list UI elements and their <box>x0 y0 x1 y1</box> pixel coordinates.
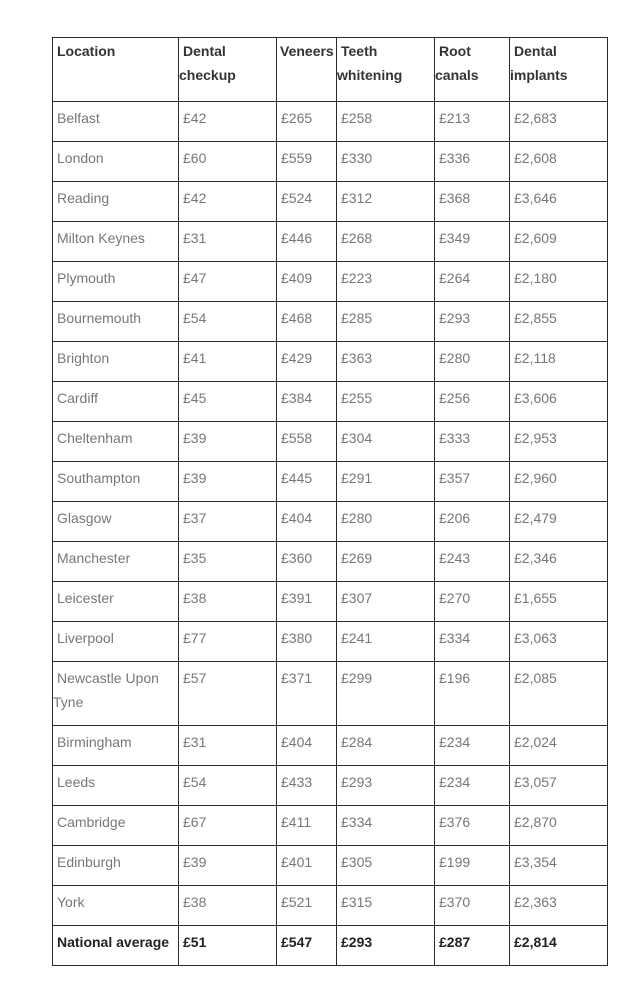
dental-implants-cell-text: £2,855 <box>514 310 557 326</box>
root-canals-cell <box>435 622 510 662</box>
dental-implants-cell <box>510 262 608 302</box>
location-cell-text: Birmingham <box>57 734 132 750</box>
dental-checkup-cell <box>179 422 277 462</box>
location-cell-text: Bournemouth <box>57 310 142 326</box>
teeth-whitening-cell-text: £304 <box>341 430 373 446</box>
root-canals-cell-text: £256 <box>439 390 471 406</box>
dental-implants-cell-text: £3,646 <box>514 190 557 206</box>
table-row <box>53 806 608 846</box>
teeth-whitening-cell-text: £269 <box>341 550 373 566</box>
veneers-cell-text: £404 <box>281 734 313 750</box>
dental-checkup-cell-text: £31 <box>183 230 207 246</box>
root-canals-cell <box>435 846 510 886</box>
root-canals-cell <box>435 182 510 222</box>
table-row <box>53 846 608 886</box>
root-canals-cell-text: £213 <box>439 110 471 126</box>
table-row <box>53 342 608 382</box>
table-row <box>53 142 608 182</box>
table-row <box>53 662 608 726</box>
dental-implants-cell-text: £2,024 <box>514 734 557 750</box>
root-canals-cell <box>435 806 510 846</box>
dental-checkup-cell <box>179 182 277 222</box>
location-cell <box>53 422 179 462</box>
teeth-whitening-cell <box>337 662 435 726</box>
dental-checkup-cell <box>179 766 277 806</box>
root-canals-cell-text: £336 <box>439 150 471 166</box>
teeth-whitening-cell <box>337 926 435 966</box>
teeth-whitening-cell <box>337 262 435 302</box>
dental-implants-cell <box>510 886 608 926</box>
veneers-cell <box>277 662 337 726</box>
veneers-cell <box>277 806 337 846</box>
header-dental-implants: Dental implants <box>510 38 608 102</box>
dental-implants-cell-text: £2,479 <box>514 510 557 526</box>
location-cell-text: Cheltenham <box>57 430 133 446</box>
dental-checkup-cell <box>179 582 277 622</box>
root-canals-cell <box>435 142 510 182</box>
root-canals-cell-text: £376 <box>439 814 471 830</box>
location-cell <box>53 382 179 422</box>
root-canals-cell <box>435 726 510 766</box>
root-canals-cell <box>435 766 510 806</box>
table-row <box>53 182 608 222</box>
dental-implants-cell-text: £2,363 <box>514 894 557 910</box>
dental-implants-cell <box>510 766 608 806</box>
teeth-whitening-cell-text: £312 <box>341 190 373 206</box>
dental-checkup-cell-text: £38 <box>183 590 207 606</box>
dental-checkup-cell-text: £37 <box>183 510 207 526</box>
teeth-whitening-cell <box>337 622 435 662</box>
dental-implants-cell <box>510 102 608 142</box>
table-body <box>53 102 608 966</box>
dental-checkup-cell <box>179 342 277 382</box>
root-canals-cell-text: £196 <box>439 670 471 686</box>
root-canals-cell <box>435 342 510 382</box>
dental-implants-cell <box>510 142 608 182</box>
teeth-whitening-cell <box>337 502 435 542</box>
location-cell-text: Newcastle Upon Tyne <box>53 670 159 710</box>
table-row <box>53 302 608 342</box>
dental-costs-table-container <box>52 37 607 966</box>
dental-implants-cell-text: £2,180 <box>514 270 557 286</box>
root-canals-cell-text: £264 <box>439 270 471 286</box>
root-canals-cell <box>435 382 510 422</box>
table-row <box>53 542 608 582</box>
veneers-cell <box>277 542 337 582</box>
dental-implants-cell-text: £3,606 <box>514 390 557 406</box>
teeth-whitening-cell-text: £315 <box>341 894 373 910</box>
table-row <box>53 382 608 422</box>
dental-implants-cell <box>510 926 608 966</box>
header-teeth-whitening: Teeth whitening <box>337 38 435 102</box>
root-canals-cell <box>435 926 510 966</box>
dental-checkup-cell <box>179 502 277 542</box>
veneers-cell <box>277 342 337 382</box>
teeth-whitening-cell-text: £330 <box>341 150 373 166</box>
teeth-whitening-cell <box>337 102 435 142</box>
root-canals-cell-text: £234 <box>439 734 471 750</box>
dental-implants-cell-text: £3,063 <box>514 630 557 646</box>
location-cell <box>53 102 179 142</box>
veneers-cell-text: £411 <box>281 814 312 830</box>
dental-implants-cell <box>510 806 608 846</box>
root-canals-cell-text: £287 <box>439 934 471 950</box>
teeth-whitening-cell-text: £241 <box>341 630 373 646</box>
root-canals-cell <box>435 302 510 342</box>
veneers-cell <box>277 502 337 542</box>
dental-implants-cell <box>510 542 608 582</box>
veneers-cell <box>277 846 337 886</box>
dental-implants-cell-text: £3,057 <box>514 774 557 790</box>
location-cell-text: National average <box>57 934 170 950</box>
dental-checkup-cell-text: £67 <box>183 814 207 830</box>
dental-implants-cell-text: £2,085 <box>514 670 557 686</box>
dental-implants-cell <box>510 846 608 886</box>
veneers-cell <box>277 462 337 502</box>
dental-implants-cell <box>510 726 608 766</box>
dental-implants-cell-text: £2,609 <box>514 230 557 246</box>
veneers-cell-text: £384 <box>281 390 313 406</box>
dental-checkup-cell <box>179 302 277 342</box>
dental-costs-table <box>52 37 608 966</box>
teeth-whitening-cell-text: £305 <box>341 854 373 870</box>
dental-checkup-cell-text: £60 <box>183 150 207 166</box>
dental-checkup-cell-text: £54 <box>183 774 207 790</box>
dental-checkup-cell <box>179 142 277 182</box>
table-row <box>53 726 608 766</box>
location-cell-text: Plymouth <box>57 270 116 286</box>
location-cell-text: Leicester <box>57 590 114 606</box>
veneers-cell-text: £445 <box>281 470 313 486</box>
header-root-canals: Root canals <box>435 38 510 102</box>
dental-checkup-cell-text: £54 <box>183 310 207 326</box>
dental-implants-cell <box>510 462 608 502</box>
root-canals-cell <box>435 886 510 926</box>
dental-checkup-cell <box>179 926 277 966</box>
veneers-cell <box>277 886 337 926</box>
teeth-whitening-cell-text: £363 <box>341 350 373 366</box>
root-canals-cell-text: £293 <box>439 310 471 326</box>
dental-checkup-cell-text: £51 <box>183 934 207 950</box>
root-canals-cell <box>435 502 510 542</box>
teeth-whitening-cell <box>337 462 435 502</box>
header-row <box>53 38 608 102</box>
dental-implants-cell <box>510 662 608 726</box>
dental-checkup-cell <box>179 846 277 886</box>
root-canals-cell-text: £334 <box>439 630 471 646</box>
dental-checkup-cell <box>179 382 277 422</box>
dental-checkup-cell <box>179 622 277 662</box>
dental-checkup-cell <box>179 262 277 302</box>
veneers-cell <box>277 422 337 462</box>
location-cell <box>53 542 179 582</box>
root-canals-cell-text: £370 <box>439 894 471 910</box>
dental-checkup-cell-text: £35 <box>183 550 207 566</box>
teeth-whitening-cell-text: £280 <box>341 510 373 526</box>
location-cell-text: London <box>57 150 104 166</box>
teeth-whitening-cell <box>337 422 435 462</box>
table-row <box>53 422 608 462</box>
dental-implants-cell-text: £2,953 <box>514 430 557 446</box>
dental-implants-cell <box>510 622 608 662</box>
dental-implants-cell <box>510 342 608 382</box>
root-canals-cell-text: £270 <box>439 590 471 606</box>
national-average-row <box>53 926 608 966</box>
dental-implants-cell <box>510 222 608 262</box>
table-row <box>53 462 608 502</box>
teeth-whitening-cell-text: £223 <box>341 270 373 286</box>
veneers-cell-text: £433 <box>281 774 313 790</box>
location-cell-text: Southampton <box>57 470 141 486</box>
root-canals-cell <box>435 582 510 622</box>
veneers-cell-text: £524 <box>281 190 313 206</box>
dental-implants-cell <box>510 182 608 222</box>
dental-checkup-cell <box>179 222 277 262</box>
veneers-cell <box>277 382 337 422</box>
header-veneers: Veneers <box>277 38 337 102</box>
teeth-whitening-cell <box>337 142 435 182</box>
location-cell <box>53 662 179 726</box>
teeth-whitening-cell-text: £258 <box>341 110 373 126</box>
veneers-cell-text: £559 <box>281 150 313 166</box>
dental-implants-cell <box>510 302 608 342</box>
teeth-whitening-cell-text: £293 <box>341 774 373 790</box>
root-canals-cell-text: £234 <box>439 774 471 790</box>
dental-checkup-cell-text: £41 <box>183 350 207 366</box>
veneers-cell-text: £446 <box>281 230 313 246</box>
dental-implants-cell-text: £2,870 <box>514 814 557 830</box>
dental-checkup-cell-text: £39 <box>183 854 207 870</box>
location-cell <box>53 926 179 966</box>
dental-implants-cell-text: £2,608 <box>514 150 557 166</box>
root-canals-cell <box>435 222 510 262</box>
dental-checkup-cell <box>179 806 277 846</box>
teeth-whitening-cell <box>337 582 435 622</box>
dental-checkup-cell <box>179 542 277 582</box>
header-dental-checkup: Dental checkup <box>179 38 277 102</box>
table-row <box>53 222 608 262</box>
veneers-cell-text: £429 <box>281 350 313 366</box>
veneers-cell-text: £391 <box>281 590 313 606</box>
location-cell-text: Reading <box>57 190 110 206</box>
location-cell <box>53 222 179 262</box>
location-cell-text: Brighton <box>57 350 110 366</box>
veneers-cell-text: £371 <box>281 670 313 686</box>
veneers-cell-text: £409 <box>281 270 313 286</box>
location-cell-text: Cambridge <box>57 814 126 830</box>
dental-checkup-cell <box>179 886 277 926</box>
location-cell <box>53 302 179 342</box>
table-row <box>53 502 608 542</box>
location-cell <box>53 342 179 382</box>
location-cell <box>53 502 179 542</box>
dental-implants-cell-text: £1,655 <box>514 590 557 606</box>
teeth-whitening-cell-text: £293 <box>341 934 373 950</box>
veneers-cell-text: £521 <box>281 894 313 910</box>
table-row <box>53 262 608 302</box>
veneers-cell <box>277 622 337 662</box>
dental-checkup-cell-text: £42 <box>183 190 207 206</box>
location-cell <box>53 886 179 926</box>
location-cell-text: Edinburgh <box>57 854 121 870</box>
teeth-whitening-cell <box>337 182 435 222</box>
teeth-whitening-cell <box>337 342 435 382</box>
veneers-cell <box>277 102 337 142</box>
dental-checkup-cell-text: £47 <box>183 270 207 286</box>
header-location: Location <box>53 38 179 102</box>
location-cell-text: Milton Keynes <box>57 230 145 246</box>
root-canals-cell-text: £368 <box>439 190 471 206</box>
veneers-cell-text: £404 <box>281 510 313 526</box>
teeth-whitening-cell-text: £291 <box>341 470 373 486</box>
location-cell <box>53 582 179 622</box>
location-cell-text: Belfast <box>57 110 100 126</box>
location-cell <box>53 846 179 886</box>
root-canals-cell <box>435 262 510 302</box>
location-cell <box>53 182 179 222</box>
root-canals-cell <box>435 422 510 462</box>
dental-checkup-cell <box>179 102 277 142</box>
teeth-whitening-cell-text: £255 <box>341 390 373 406</box>
veneers-cell <box>277 582 337 622</box>
dental-checkup-cell-text: £39 <box>183 430 207 446</box>
veneers-cell <box>277 926 337 966</box>
dental-checkup-cell-text: £39 <box>183 470 207 486</box>
dental-checkup-cell-text: £77 <box>183 630 207 646</box>
teeth-whitening-cell <box>337 382 435 422</box>
dental-checkup-cell-text: £31 <box>183 734 207 750</box>
location-cell-text: Leeds <box>57 774 96 790</box>
root-canals-cell-text: £349 <box>439 230 471 246</box>
dental-checkup-cell-text: £57 <box>183 670 207 686</box>
teeth-whitening-cell <box>337 222 435 262</box>
dental-checkup-cell-text: £42 <box>183 110 207 126</box>
teeth-whitening-cell <box>337 726 435 766</box>
teeth-whitening-cell <box>337 302 435 342</box>
dental-checkup-cell <box>179 462 277 502</box>
location-cell-text: Manchester <box>57 550 131 566</box>
location-cell <box>53 142 179 182</box>
veneers-cell <box>277 766 337 806</box>
dental-implants-cell-text: £2,683 <box>514 110 557 126</box>
teeth-whitening-cell-text: £307 <box>341 590 373 606</box>
teeth-whitening-cell <box>337 806 435 846</box>
veneers-cell-text: £380 <box>281 630 313 646</box>
veneers-cell-text: £360 <box>281 550 313 566</box>
teeth-whitening-cell-text: £268 <box>341 230 373 246</box>
root-canals-cell-text: £333 <box>439 430 471 446</box>
root-canals-cell-text: £357 <box>439 470 471 486</box>
teeth-whitening-cell <box>337 846 435 886</box>
veneers-cell-text: £401 <box>281 854 313 870</box>
dental-implants-cell-text: £2,346 <box>514 550 557 566</box>
veneers-cell-text: £547 <box>281 934 313 950</box>
location-cell <box>53 766 179 806</box>
root-canals-cell-text: £206 <box>439 510 471 526</box>
teeth-whitening-cell-text: £334 <box>341 814 373 830</box>
location-cell <box>53 806 179 846</box>
dental-implants-cell <box>510 582 608 622</box>
veneers-cell-text: £558 <box>281 430 313 446</box>
veneers-cell <box>277 222 337 262</box>
dental-implants-cell <box>510 502 608 542</box>
root-canals-cell <box>435 542 510 582</box>
teeth-whitening-cell-text: £299 <box>341 670 373 686</box>
root-canals-cell-text: £280 <box>439 350 471 366</box>
dental-implants-cell-text: £2,960 <box>514 470 557 486</box>
dental-checkup-cell <box>179 726 277 766</box>
dental-implants-cell <box>510 422 608 462</box>
veneers-cell <box>277 182 337 222</box>
location-cell-text: Cardiff <box>57 390 98 406</box>
teeth-whitening-cell <box>337 766 435 806</box>
root-canals-cell-text: £199 <box>439 854 471 870</box>
location-cell <box>53 262 179 302</box>
root-canals-cell <box>435 662 510 726</box>
veneers-cell-text: £265 <box>281 110 313 126</box>
veneers-cell <box>277 262 337 302</box>
location-cell-text: Glasgow <box>57 510 112 526</box>
table-row <box>53 766 608 806</box>
dental-implants-cell-text: £3,354 <box>514 854 557 870</box>
teeth-whitening-cell <box>337 886 435 926</box>
table-row <box>53 102 608 142</box>
root-canals-cell <box>435 462 510 502</box>
veneers-cell-text: £468 <box>281 310 313 326</box>
table-row <box>53 886 608 926</box>
dental-implants-cell-text: £2,814 <box>514 934 557 950</box>
dental-implants-cell <box>510 382 608 422</box>
location-cell <box>53 622 179 662</box>
teeth-whitening-cell-text: £284 <box>341 734 373 750</box>
root-canals-cell <box>435 102 510 142</box>
dental-checkup-cell-text: £38 <box>183 894 207 910</box>
table-row <box>53 582 608 622</box>
dental-implants-cell-text: £2,118 <box>514 350 556 366</box>
location-cell <box>53 462 179 502</box>
location-cell-text: Liverpool <box>57 630 114 646</box>
dental-checkup-cell <box>179 662 277 726</box>
dental-checkup-cell-text: £45 <box>183 390 207 406</box>
veneers-cell <box>277 302 337 342</box>
teeth-whitening-cell <box>337 542 435 582</box>
teeth-whitening-cell-text: £285 <box>341 310 373 326</box>
location-cell <box>53 726 179 766</box>
root-canals-cell-text: £243 <box>439 550 471 566</box>
location-cell-text: York <box>57 894 85 910</box>
veneers-cell <box>277 726 337 766</box>
table-row <box>53 622 608 662</box>
veneers-cell <box>277 142 337 182</box>
